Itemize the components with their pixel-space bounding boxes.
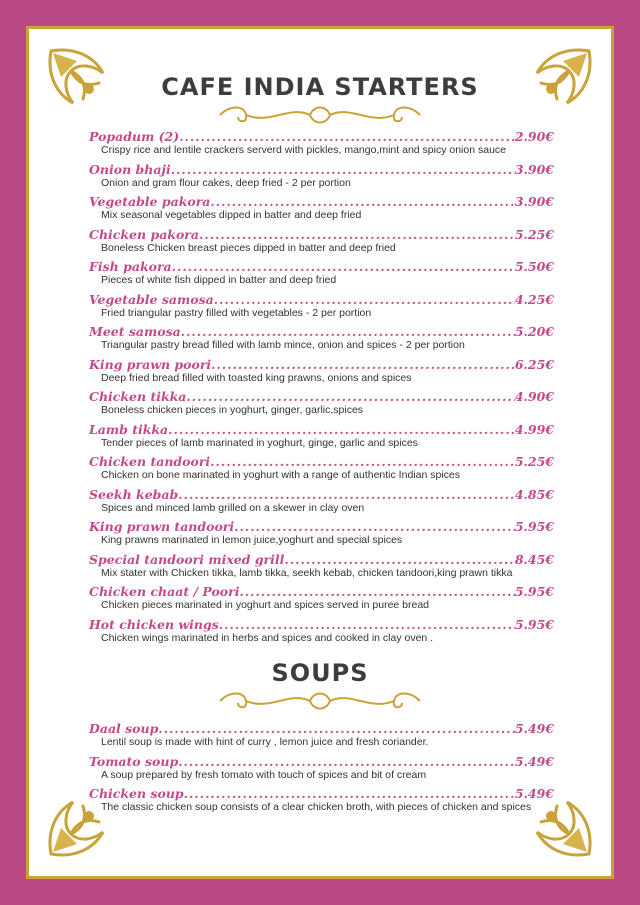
list-item xyxy=(89,552,554,585)
leader-dots xyxy=(168,422,515,437)
leader-dots xyxy=(284,552,514,567)
item-price: 3.90€ xyxy=(514,161,554,177)
item-description: Chicken pieces marinated in yoghurt and spices served in puree bread xyxy=(101,599,430,611)
list-item xyxy=(89,786,554,819)
item-description: Spices and minced lamb grilled on a skewer in clay oven xyxy=(101,501,365,514)
item-price: 5.49€ xyxy=(514,786,554,801)
leader-dots xyxy=(179,129,515,144)
item-description: Mix stater with Chicken tikka, lamb tikka, seekh kebab, chicken tandoori,king prawn tikka xyxy=(101,566,513,579)
item-price: 3.90€ xyxy=(514,194,554,209)
item-price: 4.85€ xyxy=(514,486,554,502)
leader-dots xyxy=(178,754,515,769)
leader-dots xyxy=(171,162,515,177)
item-description: Tender pieces of lamb marinated in yoghurt, ginge, garlic and spices xyxy=(101,436,418,449)
item-price: 5.49€ xyxy=(514,721,554,736)
leader-dots xyxy=(234,519,515,534)
soups-title: SOUPS xyxy=(271,659,369,687)
item-name: Hot chicken wings xyxy=(89,616,219,632)
item-price: 5.20€ xyxy=(514,324,554,339)
list-item xyxy=(89,162,554,195)
soups-list xyxy=(89,721,554,819)
item-price: 6.25€ xyxy=(514,356,554,372)
list-item xyxy=(89,754,554,787)
item-description: Boneless Chicken breast pieces dipped in batter and deep fried xyxy=(101,241,396,254)
item-name: Popadum (2) xyxy=(89,129,180,144)
list-item xyxy=(89,194,554,227)
item-description: Fried triangular pastry filled with vegetables - 2 per portion xyxy=(101,306,372,319)
item-description: Triangular pastry bread filled with lamb mince, onion and spices - 2 per portion xyxy=(101,339,465,351)
list-item xyxy=(89,129,554,162)
item-name: King prawn tandoori xyxy=(89,519,235,534)
starters-list xyxy=(89,129,554,649)
leader-dots xyxy=(184,786,515,801)
item-price: 2.90€ xyxy=(514,129,554,144)
item-name: Seekh kebab xyxy=(89,486,179,502)
item-description: Boneless chicken pieces in yoghurt, ginger, garlic,spices xyxy=(101,404,364,416)
item-description: Lentil soup is made with hint of curry , lemon juice and fresh coriander. xyxy=(101,736,429,748)
leader-dots xyxy=(210,194,514,209)
item-price: 5.25€ xyxy=(514,226,554,242)
item-description: Chicken on bone marinated in yoghurt with a range of authentic Indian spices xyxy=(101,469,460,481)
leader-dots xyxy=(214,292,515,307)
item-price: 5.95€ xyxy=(514,616,554,632)
list-item xyxy=(89,721,554,754)
item-price: 5.50€ xyxy=(514,259,554,274)
leader-dots xyxy=(178,487,515,502)
leader-dots xyxy=(186,389,514,404)
item-name: Chicken tikka xyxy=(89,389,187,404)
leader-dots xyxy=(239,584,514,599)
item-name: Chicken tandoori xyxy=(89,454,211,469)
leader-dots xyxy=(219,617,515,632)
item-name: Chicken soup xyxy=(89,786,184,801)
list-item xyxy=(89,454,554,487)
list-item xyxy=(89,519,554,552)
item-name: Special tandoori mixed grill xyxy=(89,551,285,567)
item-price: 4.25€ xyxy=(514,291,554,307)
item-name: Tomato soup xyxy=(89,753,179,769)
leader-dots xyxy=(181,324,515,339)
item-name: Fish pakora xyxy=(89,259,172,274)
scroll-divider-icon xyxy=(210,103,430,127)
item-price: 5.95€ xyxy=(514,584,554,599)
item-name: Chicken pakora xyxy=(89,226,199,242)
item-price: 8.45€ xyxy=(514,551,554,567)
list-item xyxy=(89,227,554,260)
leader-dots xyxy=(172,259,515,274)
list-item xyxy=(89,584,554,617)
item-price: 5.25€ xyxy=(514,454,554,469)
list-item xyxy=(89,292,554,325)
list-item xyxy=(89,617,554,650)
item-name: Onion bhaji xyxy=(89,161,171,177)
item-description: King prawns marinated in lemon juice,yoghurt and special spices xyxy=(101,534,403,546)
item-price: 5.49€ xyxy=(514,753,554,769)
item-name: Chicken chaat / Poori xyxy=(89,584,240,599)
item-name: Vegetable samosa xyxy=(89,291,214,307)
list-item xyxy=(89,422,554,455)
item-description: Deep fried bread filled with toasted king prawns, onions and spices xyxy=(101,371,412,384)
item-name: King prawn poori xyxy=(89,356,212,372)
scroll-divider-icon xyxy=(210,689,430,713)
leader-dots xyxy=(158,721,515,736)
item-name: Meet samosa xyxy=(89,324,181,339)
list-item xyxy=(89,487,554,520)
list-item xyxy=(89,357,554,390)
item-description: The classic chicken soup consists of a clear chicken broth, with pieces of chicken and spices xyxy=(101,801,532,813)
item-name: Vegetable pakora xyxy=(89,194,211,209)
item-price: 4.99€ xyxy=(514,421,554,437)
item-name: Lamb tikka xyxy=(89,421,169,437)
item-description: Chicken wings marinated in herbs and spices and cooked in clay oven . xyxy=(101,631,434,644)
item-description: A soup prepared by fresh tomato with touch of spices and bit of cream xyxy=(101,768,427,781)
item-price: 4.90€ xyxy=(514,389,554,404)
item-description: Crispy rice and lentile crackers serverd with pickles, mango,mint and spicy onion sauce xyxy=(101,144,507,156)
starters-title: CAFE INDIA STARTERS xyxy=(161,73,479,101)
menu-card xyxy=(26,26,614,879)
item-description: Pieces of white fish dipped in batter and deep fried xyxy=(101,274,337,286)
item-description: Onion and gram flour cakes, deep fried - 2 per portion xyxy=(101,176,351,189)
item-description: Mix seasonal vegetables dipped in batter and deep fried xyxy=(101,209,362,221)
leader-dots xyxy=(199,227,515,242)
leader-dots xyxy=(211,357,515,372)
item-price: 5.95€ xyxy=(514,519,554,534)
list-item xyxy=(89,259,554,292)
list-item xyxy=(89,324,554,357)
list-item xyxy=(89,389,554,422)
item-name: Daal soup xyxy=(89,721,159,736)
leader-dots xyxy=(210,454,515,469)
